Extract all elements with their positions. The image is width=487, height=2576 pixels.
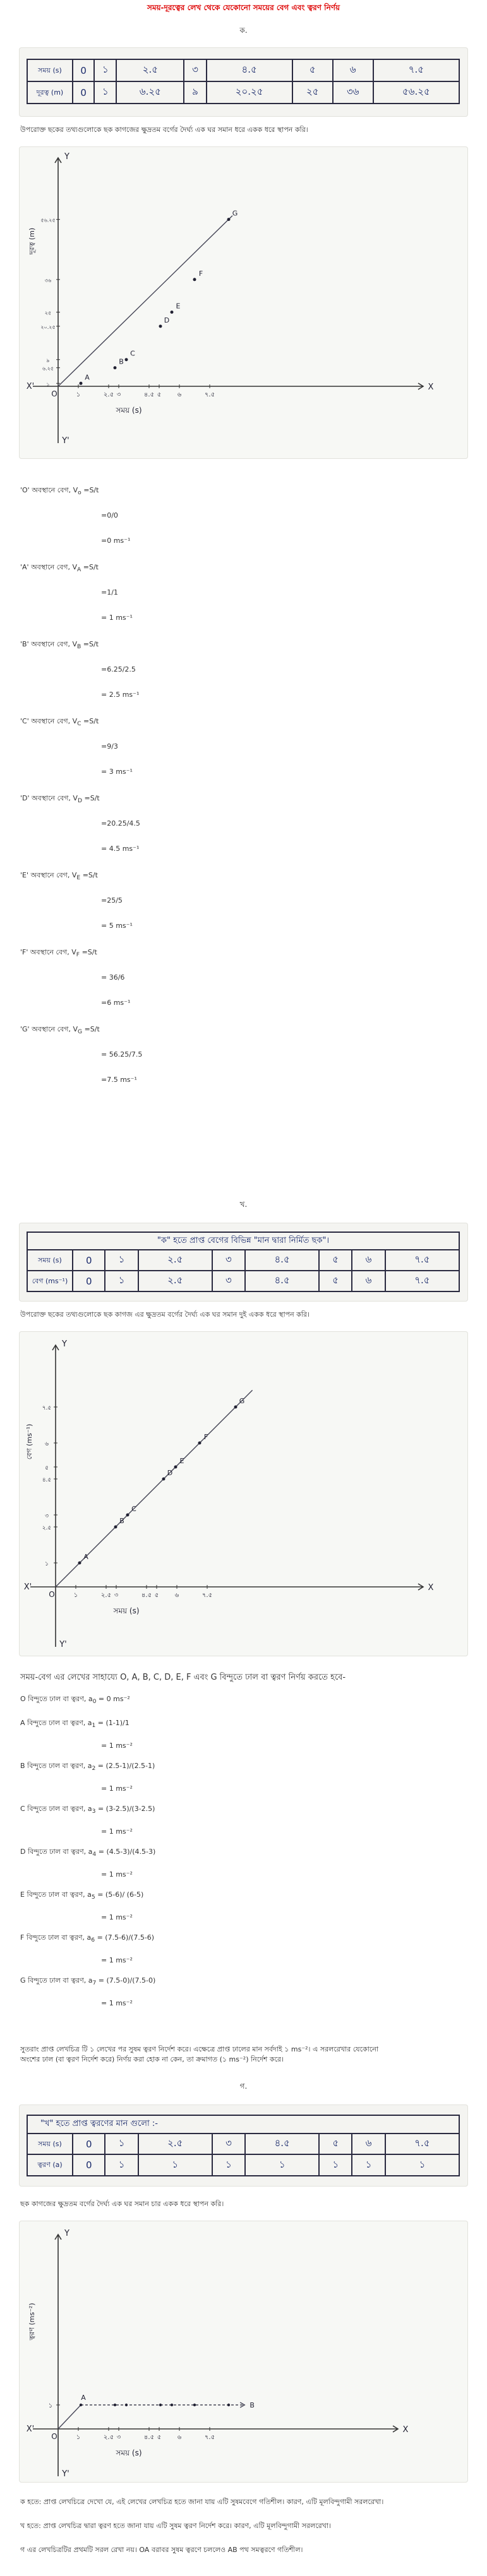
x-tick-label: ৩ — [116, 391, 121, 398]
distance-time-graph — [19, 146, 468, 459]
table2-photo — [19, 1223, 468, 1302]
table-cell: ৩ — [212, 2134, 245, 2155]
table-cell: ৬ — [352, 2134, 385, 2155]
point-label: F — [198, 269, 203, 278]
table-cell: ১ — [319, 2154, 352, 2176]
data-point — [125, 2404, 128, 2406]
formula-subscript: 7 — [92, 1979, 97, 1987]
y-tick-label: ৫ — [45, 1465, 49, 1471]
table-cell: ২.৫ — [138, 1271, 212, 1291]
formula-step: = 36/6 — [101, 973, 125, 982]
series-line — [58, 216, 232, 386]
point-label: B — [119, 357, 124, 366]
table-cell: ৬.২৫ — [116, 81, 184, 104]
table-cell: সময় (s) — [27, 1250, 73, 1271]
data-point — [234, 1406, 237, 1409]
formula-step: =6 ms⁻¹ — [101, 999, 131, 1007]
data-point — [78, 1562, 81, 1565]
table-cell: ৩ — [212, 1271, 245, 1291]
formula-head: 'C' অবস্থানে বেগ, V — [20, 717, 78, 725]
velocity-formula — [20, 1024, 100, 1036]
y-tick-label: ৩৬ — [44, 277, 52, 283]
formula-step: = 1 ms⁻² — [101, 1870, 133, 1879]
formula-subscript: 3 — [92, 1808, 96, 1815]
slope-formula — [20, 1718, 129, 1730]
x-tick-label: ১ — [76, 391, 81, 398]
graph3-photo — [19, 2221, 468, 2483]
formula-step: = 56.25/7.5 — [101, 1050, 143, 1059]
section-label-kha: খ. — [239, 1200, 248, 1209]
table-cell: ২.৫ — [138, 2134, 212, 2155]
conclusion-text: সুতরাং প্রাপ্ত লেখচিত্র টি ১ লেখের পর সুষম ত্বরণ নির্দেশ করে। এক্ষেত্রে প্রাপ্ত ঢালের মান সর্বদাই ১ ms⁻²। এ সরলরেখার যেকোনো — [20, 2045, 379, 2053]
data-point — [114, 1526, 117, 1529]
velocity-formula — [20, 947, 97, 959]
table-cell: ৪.৫ — [245, 1250, 319, 1271]
y-axis-title: ত্বরণ (ms⁻²) — [28, 2303, 36, 2341]
x-tick-label: ১ — [73, 1592, 78, 1599]
data-point — [80, 2404, 82, 2406]
table-cell: 0 — [73, 2134, 105, 2155]
table1-photo — [19, 47, 468, 117]
x-tick-label: ৫ — [157, 2434, 162, 2441]
formula-tail: =S/t — [81, 486, 99, 494]
axis-label-x: X — [428, 383, 434, 392]
axis-label-yprime: Y' — [62, 2469, 69, 2479]
table-cell: ৬ — [352, 1271, 385, 1291]
graph1-photo — [19, 146, 468, 459]
x-tick-label: ৬ — [177, 2434, 182, 2441]
formula-head: D বিন্দুতে ঢাল বা ত্বরণ, a — [20, 1848, 93, 1856]
x-tick-label: ৬ — [177, 391, 182, 398]
table-cell: ত্বরণ (a) — [27, 2154, 73, 2176]
formula-head: 'F' অবস্থানে বেগ, V — [20, 948, 76, 956]
data-point — [80, 382, 83, 385]
acceleration-time-graph — [19, 2221, 468, 2483]
formula-step: = 1 ms⁻² — [101, 1913, 133, 1921]
point-label: C — [130, 349, 135, 358]
y-tick-label: ৫৬.২৫ — [40, 217, 56, 223]
formula-step: = 1 ms⁻² — [101, 1999, 133, 2007]
table-cell: ৫ — [292, 59, 333, 81]
axis-label-xprime: X' — [23, 1582, 32, 1592]
table-cell: ৫ — [319, 1250, 352, 1271]
x-tick-label: ৪.৫ — [143, 2434, 155, 2441]
formula-subscript: C — [77, 720, 81, 728]
table-cell: ১ — [212, 2154, 245, 2176]
formula-tail: =S/t — [81, 640, 99, 648]
formula-head: 'E' অবস্থানে বেগ, V — [20, 871, 77, 879]
data-point — [198, 1442, 201, 1445]
axis-label-yprime: Y' — [62, 436, 69, 446]
point-label: E — [179, 1457, 184, 1465]
section-label-ga: গ. — [239, 2082, 248, 2091]
formula-head: E বিন্দুতে ঢাল বা ত্বরণ, a — [20, 1890, 92, 1899]
table-cell: ১ — [385, 2154, 459, 2176]
table-cell: দূরত্ব (m) — [27, 81, 73, 104]
formula-tail: = (1-1)/1 — [95, 1719, 129, 1727]
y-tick-label: ৯ — [46, 357, 50, 364]
table-cell: ৯ — [184, 81, 206, 104]
table-cell: সময় (s) — [27, 59, 73, 81]
point-label: D — [164, 316, 170, 324]
x-tick-label: ৪.৫ — [141, 1592, 152, 1599]
point-label: C — [131, 1505, 136, 1513]
table2 — [27, 1232, 460, 1292]
table-cell: ১ — [94, 81, 116, 104]
data-point — [125, 358, 128, 361]
point-label: G — [232, 209, 238, 218]
velocity-formula — [20, 793, 100, 805]
conclusion-text: গ এর লেখচিত্রটির প্রথমটি সরল রেখা নয়। OA বরাবর সুষম ত্বরণে চললেও AB পথ সমত্বরণে গতিশীল। — [20, 2546, 303, 2554]
axis-label-y: Y — [64, 152, 69, 162]
table-cell: 0 — [73, 1250, 105, 1271]
formula-tail: = (7.5-6)/(7.5-6) — [95, 1933, 155, 1942]
instruction-text: উপরোক্ত ছকের তথ্যগুলোকে ছক কাগজের ক্ষুদ্রতম বর্গের দৈর্ঘ্য এক ঘর সমান ধরে একক ধরে স্থাপন করি। — [20, 126, 308, 134]
table-cell: ১ — [105, 1271, 138, 1291]
formula-subscript: 1 — [92, 1722, 96, 1730]
velocity-formula — [20, 485, 99, 497]
table-cell: ১ — [138, 2154, 212, 2176]
table-cell: ৬ — [352, 1250, 385, 1271]
table-row — [27, 1250, 459, 1271]
data-point — [171, 311, 174, 314]
x-axis-title: সময় (s) — [113, 1606, 140, 1615]
slope-heading: সময়-বেগ এর লেখের সাহায্যে O, A, B, C, D, E, F এবং G বিন্দুতে ঢাল বা ত্বরণ নির্ণয় করতে হবে- — [20, 1673, 346, 1682]
y-tick-label: ১ — [46, 381, 50, 388]
velocity-formula — [20, 716, 99, 728]
x-tick-label: ৩ — [114, 1592, 119, 1599]
table-cell: সময় (s) — [27, 2134, 73, 2155]
x-tick-label: ৭.৫ — [204, 2434, 215, 2441]
formula-subscript: 0 — [92, 1698, 97, 1706]
table-cell: ১ — [105, 2154, 138, 2176]
table-cell: ১ — [245, 2154, 319, 2176]
x-tick-label: ৪.৫ — [143, 391, 155, 398]
table-cell: ৪.৫ — [245, 1271, 319, 1291]
formula-step: = 1 ms⁻² — [101, 1956, 133, 1964]
y-tick-label: ২.৫ — [42, 1525, 52, 1531]
formula-step: = 4.5 ms⁻¹ — [101, 845, 140, 853]
formula-step: =6.25/2.5 — [101, 665, 136, 674]
x-tick-label: ৩ — [116, 2434, 121, 2441]
formula-step: =20.25/4.5 — [101, 819, 140, 828]
table-row — [27, 1232, 459, 1250]
x-axis-title: সময় (s) — [116, 2448, 142, 2457]
formula-tail: = (2.5-1)/(2.5-1) — [95, 1762, 155, 1770]
data-point — [227, 2404, 230, 2406]
table-cell: 0 — [73, 59, 94, 81]
y-tick-label: ১ — [48, 2402, 53, 2409]
formula-tail: =S/t — [80, 948, 97, 956]
table-cell: ৩ — [212, 1250, 245, 1271]
data-point — [126, 1514, 129, 1517]
y-axis-title: বেগ (ms⁻¹) — [25, 1423, 33, 1460]
table-cell: ২০.২৫ — [207, 81, 292, 104]
formula-step: =7.5 ms⁻¹ — [101, 1076, 137, 1084]
table-row — [27, 81, 459, 104]
table-cell: ৭.৫ — [385, 1271, 459, 1291]
formula-subscript: A — [76, 566, 81, 574]
x-tick-label: ২.৫ — [100, 1592, 112, 1599]
table-cell: 0 — [73, 1271, 105, 1291]
table-row — [27, 59, 459, 81]
table-cell: ২৫ — [292, 81, 333, 104]
formula-head: O বিন্দুতে ঢাল বা ত্বরণ, a — [20, 1695, 93, 1703]
y-tick-label: ২৫ — [44, 310, 52, 316]
y-tick-label: ৭.৫ — [42, 1405, 52, 1411]
formula-tail: = (5-6)/ (6-5) — [95, 1890, 144, 1899]
point-label: A — [83, 1553, 88, 1561]
slope-formula — [20, 1694, 130, 1706]
conclusion-text: ক হতে: প্রাপ্ত লেখচিত্রে দেখো যে, এই লেখের লেখচিত্র হতে জানা যায় এটি সুষমবেগে গতিশীল। কারণ, এটি মূলবিন্দুগামী সরলরেখা। — [20, 2498, 384, 2506]
point-label: F — [203, 1433, 208, 1441]
axis-label-x: X — [428, 1583, 434, 1593]
page-title: সময়-দূরত্বের লেখ থেকে যেকোনো সময়ের বেগ এবং ত্বরণ নির্ণয় — [147, 3, 340, 12]
formula-step: = 3 ms⁻¹ — [101, 768, 133, 776]
table-cell: ২.৫ — [138, 1250, 212, 1271]
table1 — [27, 59, 460, 104]
formula-tail: =S/t — [82, 1025, 100, 1033]
data-point — [159, 324, 162, 328]
formula-subscript: G — [77, 1028, 83, 1036]
conclusion-text: অংশের ঢাল (বা ত্বরণ নির্দেশ করে) নির্ণয় করা হোক না কেন, তা ক্রমাগত (১ ms⁻²) নির্দেশ করে। — [20, 2055, 284, 2063]
formula-subscript: B — [77, 643, 81, 651]
y-tick-label: ৪.৫ — [42, 1477, 52, 1483]
slope-formula — [20, 1932, 154, 1944]
slope-formula — [20, 1975, 155, 1987]
velocity-time-graph — [19, 1331, 468, 1656]
formula-tail: =S/t — [82, 794, 100, 802]
data-point — [193, 278, 196, 281]
formula-step: = 1 ms⁻² — [101, 1827, 133, 1836]
formula-step: = 2.5 ms⁻¹ — [101, 691, 140, 699]
section-label-ka: ক. — [239, 26, 248, 35]
point-label: E — [176, 302, 181, 311]
conclusion-text: খ হতে: প্রাপ্ত লেখচিত্র দ্বারা ত্বরণ হতে জানা যায় এটি সুষম ত্বরণ নির্দেশ করে। কারণ, এটি মূলবিন্দুগামী সরলরেখা। — [20, 2522, 332, 2530]
formula-tail: =S/t — [81, 717, 99, 725]
formula-step: = 1 ms⁻² — [101, 1742, 133, 1750]
table-cell: 0 — [73, 81, 94, 104]
table-cell: ৩ — [184, 59, 206, 81]
table-cell: ১ — [94, 59, 116, 81]
axis-label-yprime: Y' — [59, 1640, 67, 1649]
instruction-text: ছক কাগজের ক্ষুদ্রতম বর্গের দৈর্ঘ্য এক ঘর সমান চার একক ধরে স্থাপন করি। — [20, 2200, 224, 2208]
formula-tail: = (3-2.5)/(3-2.5) — [95, 1805, 155, 1813]
table-cell: ৫৬.২৫ — [373, 81, 459, 104]
table-cell: ১ — [105, 1250, 138, 1271]
formula-subscript: 2 — [92, 1765, 96, 1772]
formula-subscript: F — [76, 951, 80, 959]
velocity-formula — [20, 870, 98, 882]
table-cell: ৭.৫ — [385, 2134, 459, 2155]
y-tick-label: ৬ — [45, 1441, 49, 1447]
y-tick-label: ১ — [45, 1561, 49, 1567]
formula-step: =25/5 — [101, 896, 123, 905]
formula-head: 'B' অবস্থানে বেগ, V — [20, 640, 78, 648]
slope-formula — [20, 1760, 155, 1772]
formula-subscript: D — [77, 797, 82, 805]
graph2-photo — [19, 1331, 468, 1656]
origin-label: O — [49, 1590, 55, 1599]
point-label: D — [167, 1469, 173, 1477]
y-tick-label: ৬.২৫ — [42, 365, 54, 372]
formula-subscript: 5 — [91, 1894, 95, 1901]
data-point — [159, 2404, 162, 2406]
data-point — [114, 2404, 116, 2406]
data-point — [174, 1466, 177, 1469]
formula-step: =0 ms⁻¹ — [101, 537, 131, 545]
table-cell: বেগ (ms⁻¹) — [27, 1271, 73, 1291]
slope-formula — [20, 1889, 143, 1901]
table-cell: ১ — [352, 2154, 385, 2176]
formula-tail: = (7.5-0)/(7.5-0) — [96, 1976, 156, 1985]
table-cell: ২.৫ — [116, 59, 184, 81]
formula-step: =0/0 — [101, 511, 118, 519]
table-cell: ৪.৫ — [245, 2134, 319, 2155]
table-cell: ৫ — [319, 2134, 352, 2155]
formula-tail: = (4.5-3)/(4.5-3) — [96, 1848, 156, 1856]
point-label: B — [119, 1517, 124, 1525]
table-cell: ৭.৫ — [385, 1250, 459, 1271]
series-line — [58, 2405, 81, 2429]
data-point — [114, 366, 117, 369]
formula-subscript: E — [76, 874, 81, 882]
table-row — [27, 2115, 459, 2134]
formula-subscript: 4 — [92, 1851, 97, 1858]
point-label: A — [85, 373, 90, 382]
formula-step: = 1 ms⁻² — [101, 1784, 133, 1793]
data-point — [227, 218, 231, 221]
slope-formula — [20, 1803, 155, 1815]
point-label: G — [239, 1397, 245, 1405]
axis-label-xprime: X' — [26, 382, 35, 391]
table-row — [27, 2154, 459, 2176]
formula-head: F বিন্দুতে ঢাল বা ত্বরণ, a — [20, 1933, 92, 1942]
formula-head: 'O' অবস্থানে বেগ, V — [20, 486, 78, 494]
formula-head: G বিন্দুতে ঢাল বা ত্বরণ, a — [20, 1976, 93, 1985]
table-cell: ৭.৫ — [373, 59, 459, 81]
formula-tail: =S/t — [81, 563, 99, 571]
table-cell: ৪.৫ — [207, 59, 292, 81]
y-axis-title: দূরত্ব (m) — [28, 227, 36, 255]
formula-step: =9/3 — [101, 742, 118, 751]
formula-subscript: o — [78, 489, 81, 497]
table3 — [27, 2115, 460, 2176]
point-label: A — [81, 2394, 86, 2402]
x-tick-label: ৬ — [174, 1592, 179, 1599]
formula-head: 'G' অবস্থানে বেগ, V — [20, 1025, 78, 1033]
x-tick-label: ৭.৫ — [204, 391, 215, 398]
data-point — [193, 2404, 196, 2406]
x-tick-label: ২.৫ — [103, 391, 114, 398]
formula-head: B বিন্দুতে ঢাল বা ত্বরণ, a — [20, 1762, 92, 1770]
x-tick-label: ২.৫ — [103, 2434, 114, 2441]
x-tick-label: ৫ — [157, 391, 162, 398]
formula-tail: =S/t — [80, 871, 98, 879]
formula-head: C বিন্দুতে ঢাল বা ত্বরণ, a — [20, 1805, 92, 1813]
formula-head: A বিন্দুতে ঢাল বা ত্বরণ, a — [20, 1719, 92, 1727]
x-axis-title: সময় (s) — [116, 406, 142, 415]
origin-label: O — [51, 389, 57, 398]
data-point — [162, 1478, 165, 1481]
table-cell: ১ — [105, 2134, 138, 2155]
table-cell: ৬ — [333, 59, 373, 81]
table-caption: "ক" হতে প্রাপ্ত বেগের বিভিন্ন "মান দ্বারা নির্মিত ছক"। — [27, 1232, 459, 1250]
point-label: B — [250, 2401, 255, 2409]
velocity-formula — [20, 639, 99, 651]
x-tick-label: ১ — [76, 2434, 81, 2441]
table-cell: ৩৬ — [333, 81, 373, 104]
formula-step: =1/1 — [101, 588, 118, 597]
y-tick-label: ৩ — [45, 1513, 49, 1519]
y-tick-label: ২০.২৫ — [40, 324, 56, 330]
table-caption: "খ" হতে প্রাপ্ত ত্বরণের মান গুলো :- — [27, 2115, 459, 2134]
formula-tail: = 0 ms⁻² — [96, 1695, 130, 1703]
table-cell: ৫ — [319, 1271, 352, 1291]
formula-step: = 1 ms⁻¹ — [101, 614, 133, 622]
data-point — [171, 2404, 173, 2406]
formula-subscript: 6 — [91, 1937, 95, 1944]
axis-label-xprime: X' — [26, 2425, 35, 2434]
table-cell: 0 — [73, 2154, 105, 2176]
origin-label: O — [51, 2432, 57, 2441]
axis-label-y: Y — [62, 1339, 67, 1349]
axis-label-y: Y — [64, 2229, 69, 2238]
slope-formula — [20, 1846, 155, 1858]
table-row — [27, 2134, 459, 2155]
formula-step: = 5 ms⁻¹ — [101, 922, 133, 930]
formula-head: 'D' অবস্থানে বেগ, V — [20, 794, 78, 802]
instruction-text: উপরোক্ত ছকের তথ্যগুলোকে ছক কাগজ এর ক্ষুদ্রতম বর্গের দৈর্ঘ্য এক ঘর সমান দুই একক ধরে স্থাপন করি। — [20, 1310, 310, 1319]
x-tick-label: ৭.৫ — [201, 1592, 213, 1599]
table-row — [27, 1271, 459, 1291]
formula-head: 'A' অবস্থানে বেগ, V — [20, 563, 77, 571]
x-tick-label: ৫ — [154, 1592, 159, 1599]
velocity-formula — [20, 562, 99, 574]
table3-photo — [19, 2104, 468, 2187]
axis-label-x: X — [402, 2425, 409, 2435]
